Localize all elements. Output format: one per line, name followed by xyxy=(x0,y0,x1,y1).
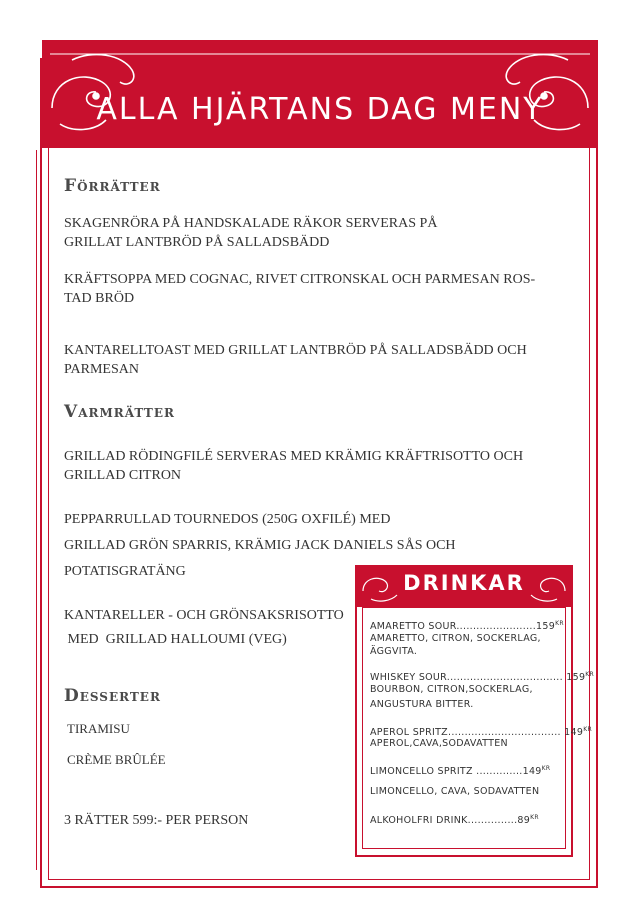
menu-item xyxy=(64,270,584,308)
menu-item-line: GRILLAD RÖDINGFILÉ SERVERAS MED KRÄMIG KRÄFTRISOTTO OCH xyxy=(64,449,524,464)
drink-item xyxy=(370,762,560,779)
drink-unit: KR xyxy=(585,671,595,678)
menu-item: KANTARELLER - OCH GRÖNSAKSRISOTTO xyxy=(64,608,344,623)
drink-description: APEROL,CAVA,SODAVATTEN xyxy=(370,738,508,749)
frame-accent-line xyxy=(36,150,37,870)
drink-text: APEROL SPRITZ.................................. 149 xyxy=(370,727,584,739)
menu-item: TIRAMISU xyxy=(67,721,130,736)
menu-item-line: KANTARELLTOAST MED GRILLAT LANTBRÖD PÅ SALLADSBÄDD OCH xyxy=(64,343,527,358)
menu-item: MED GRILLAD HALLOUMI (VEG) xyxy=(64,632,287,647)
drink-description: ÄGGVITA. xyxy=(370,646,418,657)
menu-item xyxy=(64,447,584,485)
section-title-starters: Förrätter xyxy=(64,176,161,196)
drink-unit: KR xyxy=(555,620,564,627)
menu-item: PEPPARRULLAD TOURNEDOS (250G OXFILÉ) MED xyxy=(64,512,391,527)
menu-item xyxy=(64,214,584,252)
drink-description: AMARETTO, CITRON, SOCKERLAG, xyxy=(370,633,541,644)
drink-unit: KR xyxy=(541,765,551,772)
menu-item: POTATISGRATÄNG xyxy=(64,564,186,579)
drink-item xyxy=(370,811,560,828)
menu-item xyxy=(64,341,584,379)
menu-item-line: KRÄFTSOPPA MED COGNAC, RIVET CITRONSKAL OCH PARMESAN ROS- xyxy=(64,272,536,287)
drink-text: AMARETTO SOUR........................159 xyxy=(370,621,556,633)
menu-item: GRILLAD GRÖN SPARRIS, KRÄMIG JACK DANIELS SÅS OCH xyxy=(64,538,456,553)
drink-description: BOURBON, CITRON,SOCKERLAG, xyxy=(370,684,533,695)
drinks-title: DRINKAR xyxy=(403,571,525,595)
drink-description: LIMONCELLO, CAVA, SODAVATTEN xyxy=(370,786,540,797)
menu-item-line: SKAGENRÖRA PÅ HANDSKALADE RÄKOR SERVERAS PÅ xyxy=(64,216,438,231)
menu-item: CRÈME BRÛLÉE xyxy=(67,752,166,767)
drink-text: LIMONCELLO SPRITZ ..............149 xyxy=(370,766,542,778)
menu-item-line: TAD BRÖD xyxy=(64,291,135,306)
drink-unit: KR xyxy=(583,726,592,733)
drink-text: WHISKEY SOUR................................... 159 xyxy=(370,672,586,684)
menu-item-line: PARMESAN xyxy=(64,362,139,377)
drink-unit: KR xyxy=(530,814,539,821)
menu-item-line: GRILLAT LANTBRÖD PÅ SALLADSBÄDD xyxy=(64,235,330,250)
menu-item-line: GRILLAD CITRON xyxy=(64,468,182,483)
drink-description: ANGUSTURA BITTER. xyxy=(370,699,474,710)
price-line: 3 RÄTTER 599:- PER PERSON xyxy=(64,813,249,828)
section-title-mains: Varmrätter xyxy=(64,402,175,422)
page-title: ALLA HJÄRTANS DAG MENY xyxy=(96,92,544,127)
drink-text: ALKOHOLFRI DRINK...............89 xyxy=(370,815,531,827)
section-title-desserts: Desserter xyxy=(64,686,161,706)
